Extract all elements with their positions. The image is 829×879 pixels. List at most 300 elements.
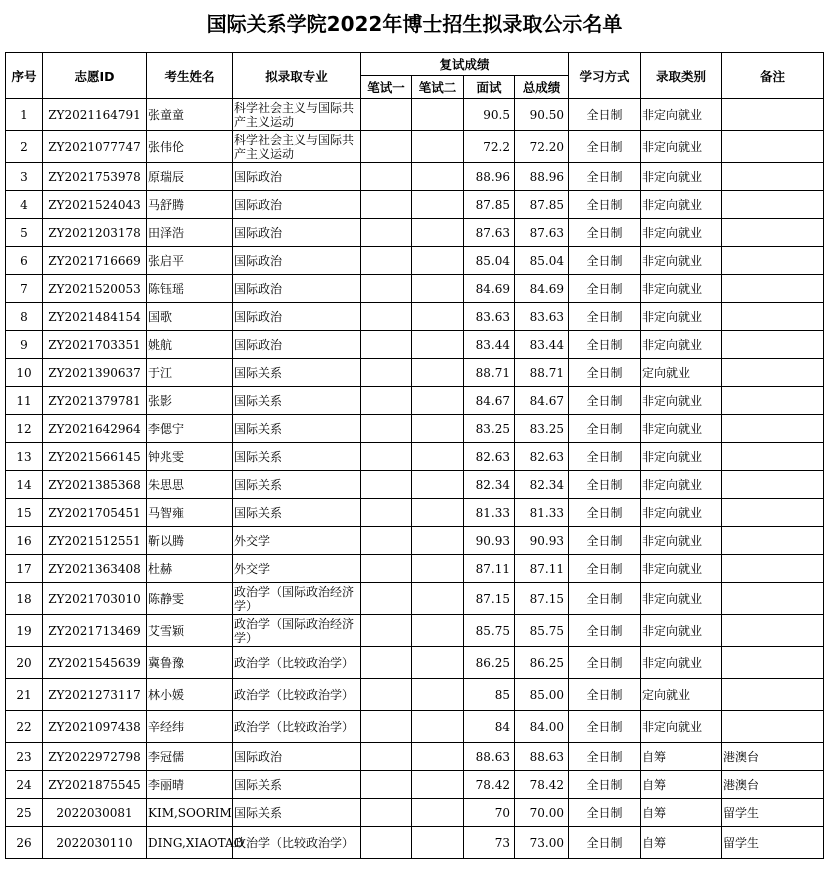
- table-row: [6, 131, 824, 163]
- row-remark-cell: [722, 615, 824, 647]
- row-total-cell: 87.11: [515, 555, 569, 583]
- row-seq-cell: 8: [6, 303, 43, 331]
- row-major-cell: 国际政治: [233, 743, 361, 771]
- row-major-cell: 国际政治: [233, 191, 361, 219]
- row-interview-cell: 90.5: [464, 99, 515, 131]
- row-written-1-cell: [361, 247, 412, 275]
- header-major: 拟录取专业: [233, 53, 361, 99]
- row-total-cell: 70.00: [515, 799, 569, 827]
- table-row: [6, 303, 824, 331]
- row-written-1-cell: [361, 471, 412, 499]
- row-interview-cell: 82.63: [464, 443, 515, 471]
- header-written-1: 笔试一: [361, 76, 412, 99]
- row-total-cell: 85.04: [515, 247, 569, 275]
- row-id-cell: ZY2021566145: [43, 443, 147, 471]
- row-seq-cell: 20: [6, 647, 43, 679]
- row-total-cell: 73.00: [515, 827, 569, 859]
- table-row: [6, 743, 824, 771]
- row-name-cell: 李偲宁: [147, 415, 233, 443]
- row-written-2-cell: [412, 615, 464, 647]
- row-written-1-cell: [361, 387, 412, 415]
- row-id-cell: ZY2022972798: [43, 743, 147, 771]
- row-category-cell: 非定向就业: [641, 527, 722, 555]
- row-category-cell: 非定向就业: [641, 331, 722, 359]
- row-written-2-cell: [412, 555, 464, 583]
- row-interview-cell: 85: [464, 679, 515, 711]
- table-row: [6, 771, 824, 799]
- row-study-mode-cell: 全日制: [569, 415, 641, 443]
- row-id-cell: ZY2021545639: [43, 647, 147, 679]
- row-total-cell: 83.25: [515, 415, 569, 443]
- row-written-1-cell: [361, 275, 412, 303]
- row-category-cell: 非定向就业: [641, 555, 722, 583]
- row-study-mode-cell: 全日制: [569, 527, 641, 555]
- row-category-cell: 自筹: [641, 827, 722, 859]
- row-id-cell: ZY2021390637: [43, 359, 147, 387]
- row-interview-cell: 78.42: [464, 771, 515, 799]
- row-category-cell: 非定向就业: [641, 471, 722, 499]
- row-written-2-cell: [412, 331, 464, 359]
- row-written-1-cell: [361, 191, 412, 219]
- row-name-cell: 国歌: [147, 303, 233, 331]
- row-id-cell: ZY2021753978: [43, 163, 147, 191]
- row-interview-cell: 87.63: [464, 219, 515, 247]
- row-interview-cell: 86.25: [464, 647, 515, 679]
- row-written-1-cell: [361, 647, 412, 679]
- row-interview-cell: 84: [464, 711, 515, 743]
- row-written-1-cell: [361, 555, 412, 583]
- row-interview-cell: 88.96: [464, 163, 515, 191]
- row-total-cell: 82.63: [515, 443, 569, 471]
- row-name-cell: 李冠儒: [147, 743, 233, 771]
- row-study-mode-cell: 全日制: [569, 647, 641, 679]
- header-id: 志愿ID: [43, 53, 147, 99]
- row-remark-cell: [722, 331, 824, 359]
- row-category-cell: 自筹: [641, 771, 722, 799]
- row-id-cell: ZY2021703010: [43, 583, 147, 615]
- row-interview-cell: 85.75: [464, 615, 515, 647]
- row-total-cell: 84.69: [515, 275, 569, 303]
- row-id-cell: ZY2021097438: [43, 711, 147, 743]
- row-written-2-cell: [412, 275, 464, 303]
- row-id-cell: ZY2021203178: [43, 219, 147, 247]
- row-written-1-cell: [361, 583, 412, 615]
- row-seq-cell: 22: [6, 711, 43, 743]
- row-written-1-cell: [361, 219, 412, 247]
- row-total-cell: 83.44: [515, 331, 569, 359]
- row-study-mode-cell: 全日制: [569, 679, 641, 711]
- row-seq-cell: 6: [6, 247, 43, 275]
- row-remark-cell: [722, 415, 824, 443]
- row-name-cell: 钟兆雯: [147, 443, 233, 471]
- row-name-cell: 林小媛: [147, 679, 233, 711]
- row-major-cell: 政治学（比较政治学）: [233, 827, 361, 859]
- table-row: [6, 799, 824, 827]
- row-seq-cell: 4: [6, 191, 43, 219]
- row-written-2-cell: [412, 471, 464, 499]
- row-total-cell: 88.71: [515, 359, 569, 387]
- row-interview-cell: 73: [464, 827, 515, 859]
- row-category-cell: 自筹: [641, 799, 722, 827]
- row-name-cell: 张影: [147, 387, 233, 415]
- row-remark-cell: [722, 219, 824, 247]
- row-written-2-cell: [412, 647, 464, 679]
- row-name-cell: 马智雍: [147, 499, 233, 527]
- row-category-cell: 非定向就业: [641, 499, 722, 527]
- row-id-cell: 2022030110: [43, 827, 147, 859]
- row-remark-cell: [722, 99, 824, 131]
- row-seq-cell: 14: [6, 471, 43, 499]
- row-remark-cell: [722, 679, 824, 711]
- row-total-cell: 83.63: [515, 303, 569, 331]
- row-study-mode-cell: 全日制: [569, 275, 641, 303]
- row-category-cell: 非定向就业: [641, 647, 722, 679]
- row-study-mode-cell: 全日制: [569, 303, 641, 331]
- row-written-2-cell: [412, 131, 464, 163]
- row-seq-cell: 24: [6, 771, 43, 799]
- row-written-2-cell: [412, 743, 464, 771]
- row-id-cell: ZY2021385368: [43, 471, 147, 499]
- row-major-cell: 政治学（比较政治学）: [233, 647, 361, 679]
- header-written-2: 笔试二: [412, 76, 464, 99]
- table-row: [6, 647, 824, 679]
- row-remark-cell: 港澳台: [722, 771, 824, 799]
- row-name-cell: 陈钰瑶: [147, 275, 233, 303]
- row-remark-cell: [722, 471, 824, 499]
- row-remark-cell: [722, 163, 824, 191]
- row-name-cell: 杜赫: [147, 555, 233, 583]
- row-written-1-cell: [361, 415, 412, 443]
- row-id-cell: ZY2021512551: [43, 527, 147, 555]
- row-written-2-cell: [412, 443, 464, 471]
- row-study-mode-cell: 全日制: [569, 471, 641, 499]
- row-written-2-cell: [412, 191, 464, 219]
- row-seq-cell: 19: [6, 615, 43, 647]
- row-name-cell: 冀鲁豫: [147, 647, 233, 679]
- row-written-2-cell: [412, 827, 464, 859]
- row-written-2-cell: [412, 771, 464, 799]
- row-written-2-cell: [412, 387, 464, 415]
- table-row: [6, 275, 824, 303]
- row-id-cell: ZY2021705451: [43, 499, 147, 527]
- admission-table: [5, 52, 824, 859]
- row-category-cell: 非定向就业: [641, 131, 722, 163]
- row-name-cell: 辛经纬: [147, 711, 233, 743]
- row-category-cell: 非定向就业: [641, 387, 722, 415]
- row-remark-cell: [722, 191, 824, 219]
- row-written-1-cell: [361, 99, 412, 131]
- row-remark-cell: [722, 711, 824, 743]
- row-name-cell: KIM,SOORIM: [147, 799, 233, 827]
- row-total-cell: 85.00: [515, 679, 569, 711]
- row-seq-cell: 5: [6, 219, 43, 247]
- row-written-1-cell: [361, 131, 412, 163]
- row-seq-cell: 21: [6, 679, 43, 711]
- row-name-cell: 陈静雯: [147, 583, 233, 615]
- row-name-cell: 靳以腾: [147, 527, 233, 555]
- row-category-cell: 非定向就业: [641, 163, 722, 191]
- row-major-cell: 国际关系: [233, 771, 361, 799]
- row-seq-cell: 2: [6, 131, 43, 163]
- row-study-mode-cell: 全日制: [569, 555, 641, 583]
- row-major-cell: 国际政治: [233, 275, 361, 303]
- table-row: [6, 219, 824, 247]
- table-row: [6, 499, 824, 527]
- row-remark-cell: [722, 499, 824, 527]
- row-total-cell: 87.15: [515, 583, 569, 615]
- header-study-mode: 学习方式: [569, 53, 641, 99]
- row-written-2-cell: [412, 99, 464, 131]
- row-seq-cell: 17: [6, 555, 43, 583]
- row-major-cell: 国际关系: [233, 443, 361, 471]
- row-written-1-cell: [361, 499, 412, 527]
- row-remark-cell: [722, 247, 824, 275]
- row-id-cell: ZY2021363408: [43, 555, 147, 583]
- row-major-cell: 国际政治: [233, 163, 361, 191]
- row-interview-cell: 87.11: [464, 555, 515, 583]
- row-interview-cell: 84.67: [464, 387, 515, 415]
- row-category-cell: 非定向就业: [641, 711, 722, 743]
- row-remark-cell: [722, 443, 824, 471]
- row-remark-cell: [722, 387, 824, 415]
- row-study-mode-cell: 全日制: [569, 359, 641, 387]
- row-written-2-cell: [412, 247, 464, 275]
- row-written-2-cell: [412, 583, 464, 615]
- row-seq-cell: 25: [6, 799, 43, 827]
- row-written-1-cell: [361, 163, 412, 191]
- row-major-cell: 国际关系: [233, 387, 361, 415]
- table-row: [6, 527, 824, 555]
- row-category-cell: 非定向就业: [641, 583, 722, 615]
- row-name-cell: 张启平: [147, 247, 233, 275]
- row-interview-cell: 84.69: [464, 275, 515, 303]
- header-category: 录取类别: [641, 53, 722, 99]
- table-row: [6, 711, 824, 743]
- row-seq-cell: 10: [6, 359, 43, 387]
- row-study-mode-cell: 全日制: [569, 443, 641, 471]
- row-id-cell: ZY2021379781: [43, 387, 147, 415]
- row-id-cell: ZY2021716669: [43, 247, 147, 275]
- table-row: [6, 247, 824, 275]
- row-study-mode-cell: 全日制: [569, 131, 641, 163]
- header-seq: 序号: [6, 53, 43, 99]
- header-name: 考生姓名: [147, 53, 233, 99]
- row-total-cell: 84.00: [515, 711, 569, 743]
- row-total-cell: 88.63: [515, 743, 569, 771]
- row-written-2-cell: [412, 679, 464, 711]
- row-interview-cell: 87.85: [464, 191, 515, 219]
- row-written-1-cell: [361, 615, 412, 647]
- row-written-1-cell: [361, 711, 412, 743]
- row-written-1-cell: [361, 799, 412, 827]
- row-study-mode-cell: 全日制: [569, 99, 641, 131]
- row-id-cell: ZY2021875545: [43, 771, 147, 799]
- row-category-cell: 非定向就业: [641, 247, 722, 275]
- row-remark-cell: [722, 527, 824, 555]
- table-row: [6, 583, 824, 615]
- row-interview-cell: 82.34: [464, 471, 515, 499]
- row-seq-cell: 13: [6, 443, 43, 471]
- row-major-cell: 科学社会主义与国际共产主义运动: [233, 99, 361, 131]
- row-interview-cell: 83.63: [464, 303, 515, 331]
- table-row: [6, 163, 824, 191]
- row-interview-cell: 87.15: [464, 583, 515, 615]
- row-major-cell: 国际关系: [233, 359, 361, 387]
- table-row: [6, 387, 824, 415]
- row-total-cell: 87.63: [515, 219, 569, 247]
- row-remark-cell: [722, 555, 824, 583]
- row-name-cell: 姚航: [147, 331, 233, 359]
- row-seq-cell: 26: [6, 827, 43, 859]
- row-major-cell: 国际政治: [233, 331, 361, 359]
- row-interview-cell: 90.93: [464, 527, 515, 555]
- row-study-mode-cell: 全日制: [569, 247, 641, 275]
- table-row: [6, 827, 824, 859]
- row-major-cell: 外交学: [233, 527, 361, 555]
- header-remark: 备注: [722, 53, 824, 99]
- row-written-1-cell: [361, 527, 412, 555]
- row-remark-cell: [722, 303, 824, 331]
- table-row: [6, 415, 824, 443]
- row-interview-cell: 72.2: [464, 131, 515, 163]
- row-name-cell: 田泽浩: [147, 219, 233, 247]
- table-row: [6, 331, 824, 359]
- row-category-cell: 非定向就业: [641, 219, 722, 247]
- row-total-cell: 90.93: [515, 527, 569, 555]
- row-category-cell: 定向就业: [641, 679, 722, 711]
- row-name-cell: 朱思思: [147, 471, 233, 499]
- row-remark-cell: 留学生: [722, 827, 824, 859]
- row-seq-cell: 15: [6, 499, 43, 527]
- row-name-cell: 李丽晴: [147, 771, 233, 799]
- table-row: [6, 359, 824, 387]
- row-name-cell: DING,XIAOTAO: [147, 827, 233, 859]
- row-major-cell: 外交学: [233, 555, 361, 583]
- row-category-cell: 非定向就业: [641, 191, 722, 219]
- row-remark-cell: [722, 647, 824, 679]
- row-study-mode-cell: 全日制: [569, 799, 641, 827]
- row-name-cell: 张伟伦: [147, 131, 233, 163]
- row-written-2-cell: [412, 711, 464, 743]
- row-total-cell: 87.85: [515, 191, 569, 219]
- row-id-cell: ZY2021484154: [43, 303, 147, 331]
- table-row: [6, 615, 824, 647]
- row-remark-cell: 港澳台: [722, 743, 824, 771]
- row-id-cell: ZY2021713469: [43, 615, 147, 647]
- row-written-2-cell: [412, 163, 464, 191]
- row-major-cell: 政治学（国际政治经济学）: [233, 615, 361, 647]
- row-written-1-cell: [361, 443, 412, 471]
- row-category-cell: 非定向就业: [641, 275, 722, 303]
- row-major-cell: 政治学（比较政治学）: [233, 711, 361, 743]
- row-written-1-cell: [361, 303, 412, 331]
- row-total-cell: 78.42: [515, 771, 569, 799]
- row-study-mode-cell: 全日制: [569, 743, 641, 771]
- row-remark-cell: [722, 131, 824, 163]
- table-row: [6, 191, 824, 219]
- row-id-cell: ZY2021642964: [43, 415, 147, 443]
- row-remark-cell: [722, 583, 824, 615]
- row-interview-cell: 88.63: [464, 743, 515, 771]
- row-written-2-cell: [412, 359, 464, 387]
- table-row: [6, 471, 824, 499]
- row-interview-cell: 85.04: [464, 247, 515, 275]
- row-total-cell: 88.96: [515, 163, 569, 191]
- row-total-cell: 81.33: [515, 499, 569, 527]
- row-category-cell: 定向就业: [641, 359, 722, 387]
- row-total-cell: 84.67: [515, 387, 569, 415]
- row-category-cell: 非定向就业: [641, 99, 722, 131]
- row-id-cell: 2022030081: [43, 799, 147, 827]
- row-major-cell: 政治学（比较政治学）: [233, 679, 361, 711]
- document-title: 国际关系学院2022年博士招生拟录取公示名单: [206, 12, 623, 36]
- row-study-mode-cell: 全日制: [569, 191, 641, 219]
- row-category-cell: 自筹: [641, 743, 722, 771]
- row-id-cell: ZY2021273117: [43, 679, 147, 711]
- table-row: [6, 443, 824, 471]
- row-seq-cell: 7: [6, 275, 43, 303]
- row-id-cell: ZY2021524043: [43, 191, 147, 219]
- row-study-mode-cell: 全日制: [569, 711, 641, 743]
- row-id-cell: ZY2021164791: [43, 99, 147, 131]
- row-seq-cell: 11: [6, 387, 43, 415]
- row-remark-cell: [722, 359, 824, 387]
- row-major-cell: 科学社会主义与国际共产主义运动: [233, 131, 361, 163]
- row-written-2-cell: [412, 799, 464, 827]
- row-written-1-cell: [361, 771, 412, 799]
- row-total-cell: 82.34: [515, 471, 569, 499]
- row-total-cell: 86.25: [515, 647, 569, 679]
- row-major-cell: 国际关系: [233, 499, 361, 527]
- header-total: 总成绩: [515, 76, 569, 99]
- row-major-cell: 国际政治: [233, 247, 361, 275]
- row-remark-cell: 留学生: [722, 799, 824, 827]
- table-row: [6, 679, 824, 711]
- row-study-mode-cell: 全日制: [569, 219, 641, 247]
- row-total-cell: 85.75: [515, 615, 569, 647]
- row-category-cell: 非定向就业: [641, 415, 722, 443]
- row-id-cell: ZY2021703351: [43, 331, 147, 359]
- row-seq-cell: 12: [6, 415, 43, 443]
- row-major-cell: 国际政治: [233, 303, 361, 331]
- row-major-cell: 国际关系: [233, 799, 361, 827]
- row-name-cell: 于江: [147, 359, 233, 387]
- row-name-cell: 马舒腾: [147, 191, 233, 219]
- row-written-2-cell: [412, 499, 464, 527]
- row-major-cell: 政治学（国际政治经济学）: [233, 583, 361, 615]
- row-study-mode-cell: 全日制: [569, 615, 641, 647]
- row-study-mode-cell: 全日制: [569, 827, 641, 859]
- row-written-2-cell: [412, 415, 464, 443]
- row-category-cell: 非定向就业: [641, 443, 722, 471]
- row-category-cell: 非定向就业: [641, 615, 722, 647]
- row-written-1-cell: [361, 359, 412, 387]
- row-id-cell: ZY2021520053: [43, 275, 147, 303]
- row-written-1-cell: [361, 679, 412, 711]
- row-category-cell: 非定向就业: [641, 303, 722, 331]
- row-written-2-cell: [412, 219, 464, 247]
- row-major-cell: 国际关系: [233, 471, 361, 499]
- row-id-cell: ZY2021077747: [43, 131, 147, 163]
- row-remark-cell: [722, 275, 824, 303]
- row-study-mode-cell: 全日制: [569, 331, 641, 359]
- row-written-1-cell: [361, 743, 412, 771]
- row-interview-cell: 70: [464, 799, 515, 827]
- row-interview-cell: 81.33: [464, 499, 515, 527]
- header-interview: 面试: [464, 76, 515, 99]
- row-interview-cell: 83.25: [464, 415, 515, 443]
- row-total-cell: 72.20: [515, 131, 569, 163]
